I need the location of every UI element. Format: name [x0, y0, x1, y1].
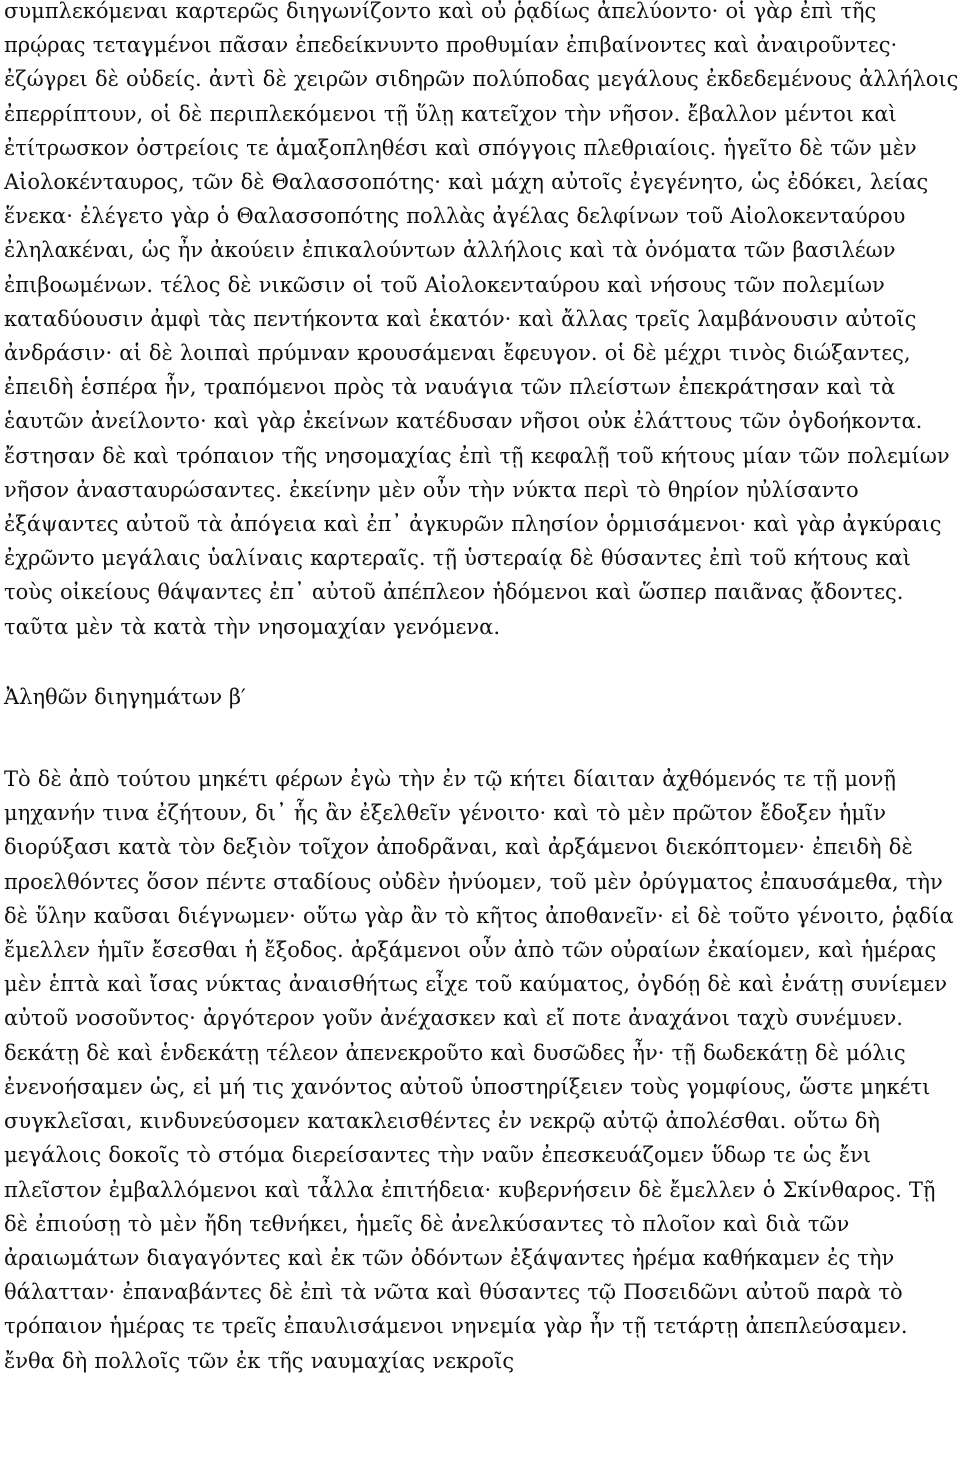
body-paragraph-2: Τὸ δὲ ἀπὸ τούτου μηκέτι φέρων ἐγὼ τὴν ἐν τῷ κήτει δίαιταν ἀχθόμενός τε τῇ μονῇ μηχανήν τινα ἐζήτουν, δι᾽ ἧς ἂν ἐξελθεῖν γένοιτο· καὶ τὸ μὲν πρῶτον ἔδοξεν ἡμῖν διορύξασι κατὰ τὸν δεξιὸν τοῖχον ἀποδρᾶναι, καὶ ἀρξάμενοι διεκόπτομεν· ἐπειδὴ δὲ προελθόντες ὅσον πέντε σταδίους οὐδὲν ἠνύομεν, τοῦ μὲν ὀρύγματος ἐπαυσάμεθα, τὴν δὲ ὕλην καῦσαι διέγνωμεν· οὕτω γὰρ ἂν τὸ κῆτος ἀποθανεῖν· εἰ δὲ τοῦτο γένοιτο, ῥᾳδία ἔμελλεν ἡμῖν ἔσεσθαι ἡ ἔξοδος. ἀρξάμενοι οὖν ἀπὸ τῶν οὐραίων ἐκαίομεν, καὶ ἡμέρας μὲν ἑπτὰ καὶ ἴσας νύκτας ἀναισθήτως εἶχε τοῦ καύματος, ὀγδόῃ δὲ καὶ ἐνάτῃ συνίεμεν αὐτοῦ νοσοῦντος· ἀργότερον γοῦν ἀνέχασκεν καὶ εἴ ποτε ἀναχάνοι ταχὺ συνέμυεν. δεκάτῃ δὲ καὶ ἑνδεκάτῃ τέλεον ἀπενεκροῦτο καὶ δυσῶδες ἦν· τῇ δωδεκάτῃ δὲ μόλις ἐνενοήσαμεν ὡς, εἰ μή τις χανόντος αὐτοῦ ὑποστηρίξειεν τοὺς γομφίους, ὥστε μηκέτι συγκλεῖσαι, κινδυνεύσομεν κατακλεισθέντες ἐν νεκρῷ αὐτῷ ἀπολέσθαι. οὕτω δὴ μεγάλοις δοκοῖς τὸ στόμα διερείσαντες τὴν ναῦν ἐπεσκευάζομεν ὕδωρ τε ὡς ἔνι πλεῖστον ἐμβαλλόμενοι καὶ τἆλλα ἐπιτήδεια· κυβερνήσειν δὲ ἔμελλεν ὁ Σκίνθαρος. Τῇ δὲ ἐπιούσῃ τὸ μὲν ἤδη τεθνήκει, ἡμεῖς δὲ ἀνελκύσαντες τὸ πλοῖον καὶ διὰ τῶν ἀραιωμάτων διαγαγόντες καὶ ἐκ τῶν ὀδόντων ἐξάψαντες ἠρέμα καθήκαμεν ἐς τὴν θάλατταν· ἐπαναβάντες δὲ ἐπὶ τὰ νῶτα καὶ θύσαντες τῷ Ποσειδῶνι αὐτοῦ παρὰ τὸ τρόπαιον ἡμέρας τε τρεῖς ἐπαυλισάμενοι νηνεμία γὰρ ἦν τῇ τετάρτῃ ἀπεπλεύσαμεν. ἔνθα δὴ πολλοῖς τῶν ἐκ τῆς ναυμαχίας νεκροῖς: [4, 767, 954, 1373]
body-paragraph-1: συμπλεκόμεναι καρτερῶς διηγωνίζοντο καὶ οὐ ῥᾳδίως ἀπελύοντο· οἱ γὰρ ἐπὶ τῆς πρῴρας τεταγμένοι πᾶσαν ἐπεδείκνυντο προθυμίαν ἐπιβαίνοντες καὶ ἀναιροῦντες· ἐζώγρει δὲ οὐδείς. ἀντὶ δὲ χειρῶν σιδηρῶν πολύποδας μεγάλους ἐκδεδεμένους ἀλλήλοις ἐπερρίπτουν, οἱ δὲ περιπλεκόμενοι τῇ ὕλῃ κατεῖχον τὴν νῆσον. ἔβαλλον μέντοι καὶ ἐτίτρωσκον ὀστρείοις τε ἁμαξοπληθέσι καὶ σπόγγοις πλεθριαίοις. ἡγεῖτο δὲ τῶν μὲν Αἰολοκένταυρος, τῶν δὲ Θαλασσοπότης· καὶ μάχη αὐτοῖς ἐγεγένητο, ὡς ἐδόκει, λείας ἕνεκα· ἐλέγετο γὰρ ὁ Θαλασσοπότης πολλὰς ἀγέλας δελφίνων τοῦ Αἰολοκενταύρου ἐληλακέναι, ὡς ἦν ἀκούειν ἐπικαλούντων ἀλλήλοις καὶ τὰ ὀνόματα τῶν βασιλέων ἐπιβοωμένων. τέλος δὲ νικῶσιν οἱ τοῦ Αἰολοκενταύρου καὶ νήσους τῶν πολεμίων καταδύουσιν ἀμφὶ τὰς πεντήκοντα καὶ ἑκατόν· καὶ ἄλλας τρεῖς λαμβάνουσιν αὐτοῖς ἀνδράσιν· αἱ δὲ λοιπαὶ πρύμναν κρουσάμεναι ἔφευγον. οἱ δὲ μέχρι τινὸς διώξαντες, ἐπειδὴ ἑσπέρα ἦν, τραπόμενοι πρὸς τὰ ναυάγια τῶν πλείστων ἐπεκράτησαν καὶ τὰ ἑαυτῶν ἀνείλοντο· καὶ γὰρ ἐκείνων κατέδυσαν νῆσοι οὐκ ἐλάττους τῶν ὀγδοήκοντα. ἔστησαν δὲ καὶ τρόπαιον τῆς νησομαχίας ἐπὶ τῇ κεφαλῇ τοῦ κήτους μίαν τῶν πολεμίων νῆσον ἀνασταυρώσαντες. ἐκείνην μὲν οὖν τὴν νύκτα περὶ τὸ θηρίον ηὐλίσαντο ἐξάψαντες αὐτοῦ τὰ ἀπόγεια καὶ ἐπ᾽ ἀγκυρῶν πλησίον ὁρμισάμενοι· καὶ γὰρ ἀγκύραις ἐχρῶντο μεγάλαις ὑαλίναις καρτεραῖς. τῇ ὑστεραίᾳ δὲ θύσαντες ἐπὶ τοῦ κήτους καὶ τοὺς οἰκείους θάψαντες ἐπ᾽ αὐτοῦ ἀπέπλεον ἡδόμενοι καὶ ὥσπερ παιᾶνας ᾄδοντες. ταῦτα μὲν τὰ κατὰ τὴν νησομαχίαν γενόμενα.: [4, 0, 959, 639]
section-heading: Ἀληθῶν διηγημάτων β′: [4, 684, 246, 709]
